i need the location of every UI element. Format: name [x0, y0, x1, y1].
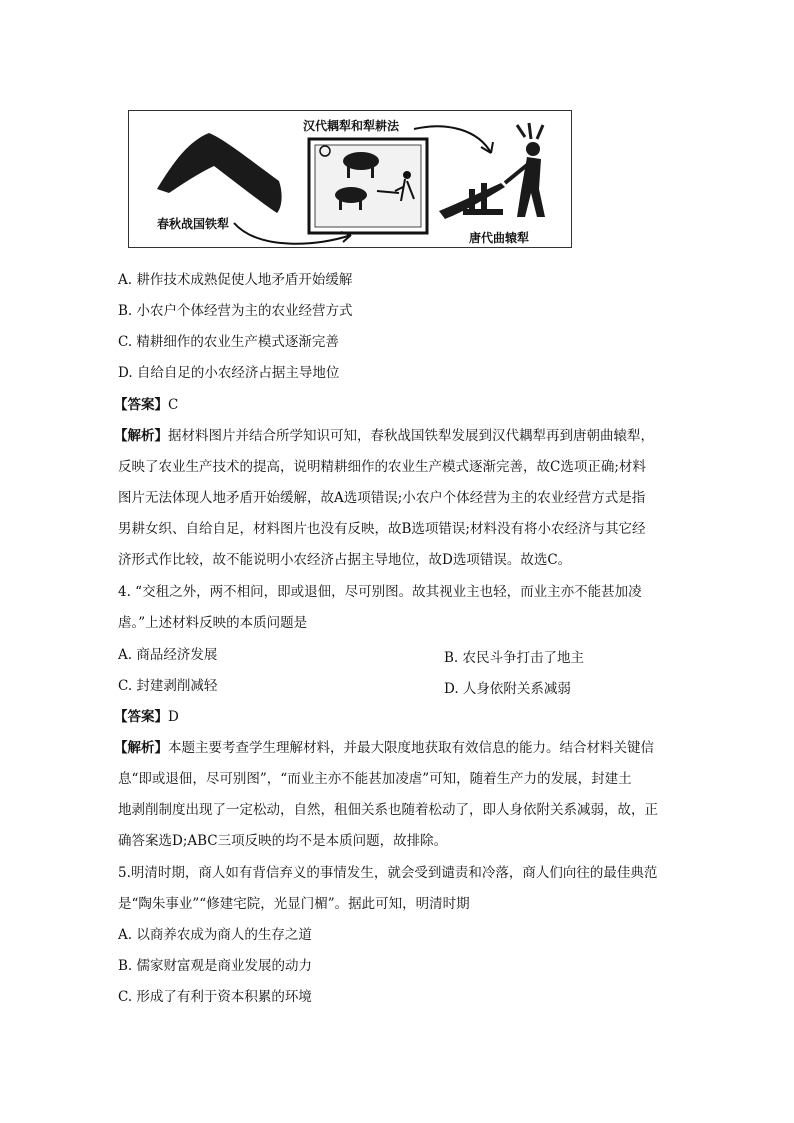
q5-option-a: A. 以商养农成为商人的生存之道 — [118, 927, 312, 943]
q3-answer-tag: 【答案】 — [114, 397, 168, 413]
q3-analysis-line-1: 【解析】据材料图片并结合所学知识可知，春秋战国铁犁发展到汉代耦犁再到唐朝曲辕犁， — [114, 428, 654, 444]
q4-option-c: C. 封建剥削减轻 — [118, 678, 218, 694]
q4-option-b: B. 农民斗争打击了地主 — [444, 650, 585, 666]
q4-analysis-line-4: 确答案选D;ABC三项反映的均不是本质问题，故排除。 — [118, 833, 448, 849]
q3-option-a: A. 耕作技术成熟促使人地矛盾开始缓解 — [118, 272, 353, 288]
iron-plough-shape — [157, 133, 282, 213]
q5-option-b: B. 儒家财富观是商业发展的动力 — [118, 958, 313, 974]
q4-analysis-line-1: 【解析】本题主要考查学生理解材料，并最大限度地获取有效信息的能力。结合材料关键信 — [114, 740, 654, 756]
q4-answer-value: D — [168, 709, 179, 725]
q3-analysis-line-4: 男耕女织、自给自足，材料图片也没有反映，故B选项错误;材料没有将小农经济与其它经 — [118, 521, 646, 537]
plough-figure — [128, 110, 572, 248]
label-han-plough: 汉代耦犁和犁耕法 — [303, 119, 400, 133]
q4-option-d: D. 人身依附关系减弱 — [444, 681, 571, 697]
q5-stem-line-1: 5.明清时期，商人如有背信弃义的事情发生，就会受到谴责和冷落，商人们向往的最佳典范 — [118, 865, 658, 881]
q4-answer — [114, 708, 179, 726]
q4-stem-line-1: 4. “交租之外，两不相问，即或退佃，尽可别图。故其视业主也轻，而业主亦不能甚加凌 — [118, 584, 642, 600]
q3-analysis-line-5: 济形式作比较，故不能说明小农经济占据主导地位，故D选项错误。故选C。 — [118, 552, 572, 568]
tang-farmer-figure — [526, 142, 540, 156]
q4-analysis-tag: 【解析】 — [114, 740, 168, 756]
farmer-figure — [403, 171, 411, 179]
q4-analysis-line-2: 息“即或退佃，尽可别图”，“而业主亦不能甚加凌虐”可知，随着生产力的发展，封建土 — [118, 771, 632, 787]
q3-analysis-line-3: 图片无法体现人地矛盾开始缓解，故A选项错误;小农户个体经营为主的农业经营方式是指 — [118, 490, 646, 506]
q5-stem-line-2: 是“陶朱事业”“修建宅院，光显门楣”。据此可知，明清时期 — [118, 896, 470, 912]
q4-option-a: A. 商品经济发展 — [118, 647, 218, 663]
q4-analysis-line-3: 地剥削制度出现了一定松动，自然，租佃关系也随着松动了，即人身依附关系减弱，故，正 — [118, 802, 658, 818]
q3-option-b: B. 小农户个体经营为主的农业经营方式 — [118, 303, 353, 319]
q3-analysis-tag: 【解析】 — [114, 428, 168, 444]
q5-option-c: C. 形成了有利于资本积累的环境 — [118, 989, 312, 1005]
q3-answer-value: C — [168, 397, 179, 413]
q4-answer-tag: 【答案】 — [114, 709, 168, 725]
label-tang-plough: 唐代曲辕犁 — [469, 231, 530, 245]
q3-answer — [114, 396, 178, 414]
q3-analysis-line-2: 反映了农业生产技术的提高，说明精耕细作的农业生产模式逐渐完善，故C选项正确;材料 — [118, 459, 646, 475]
q3-option-c: C. 精耕细作的农业生产模式逐渐完善 — [118, 334, 339, 350]
label-spring-autumn-plough: 春秋战国铁犁 — [157, 217, 230, 231]
q4-stem-line-2: 虐。”上述材料反映的本质问题是 — [118, 615, 308, 631]
q3-option-d: D. 自给自足的小农经济占据主导地位 — [118, 365, 340, 381]
